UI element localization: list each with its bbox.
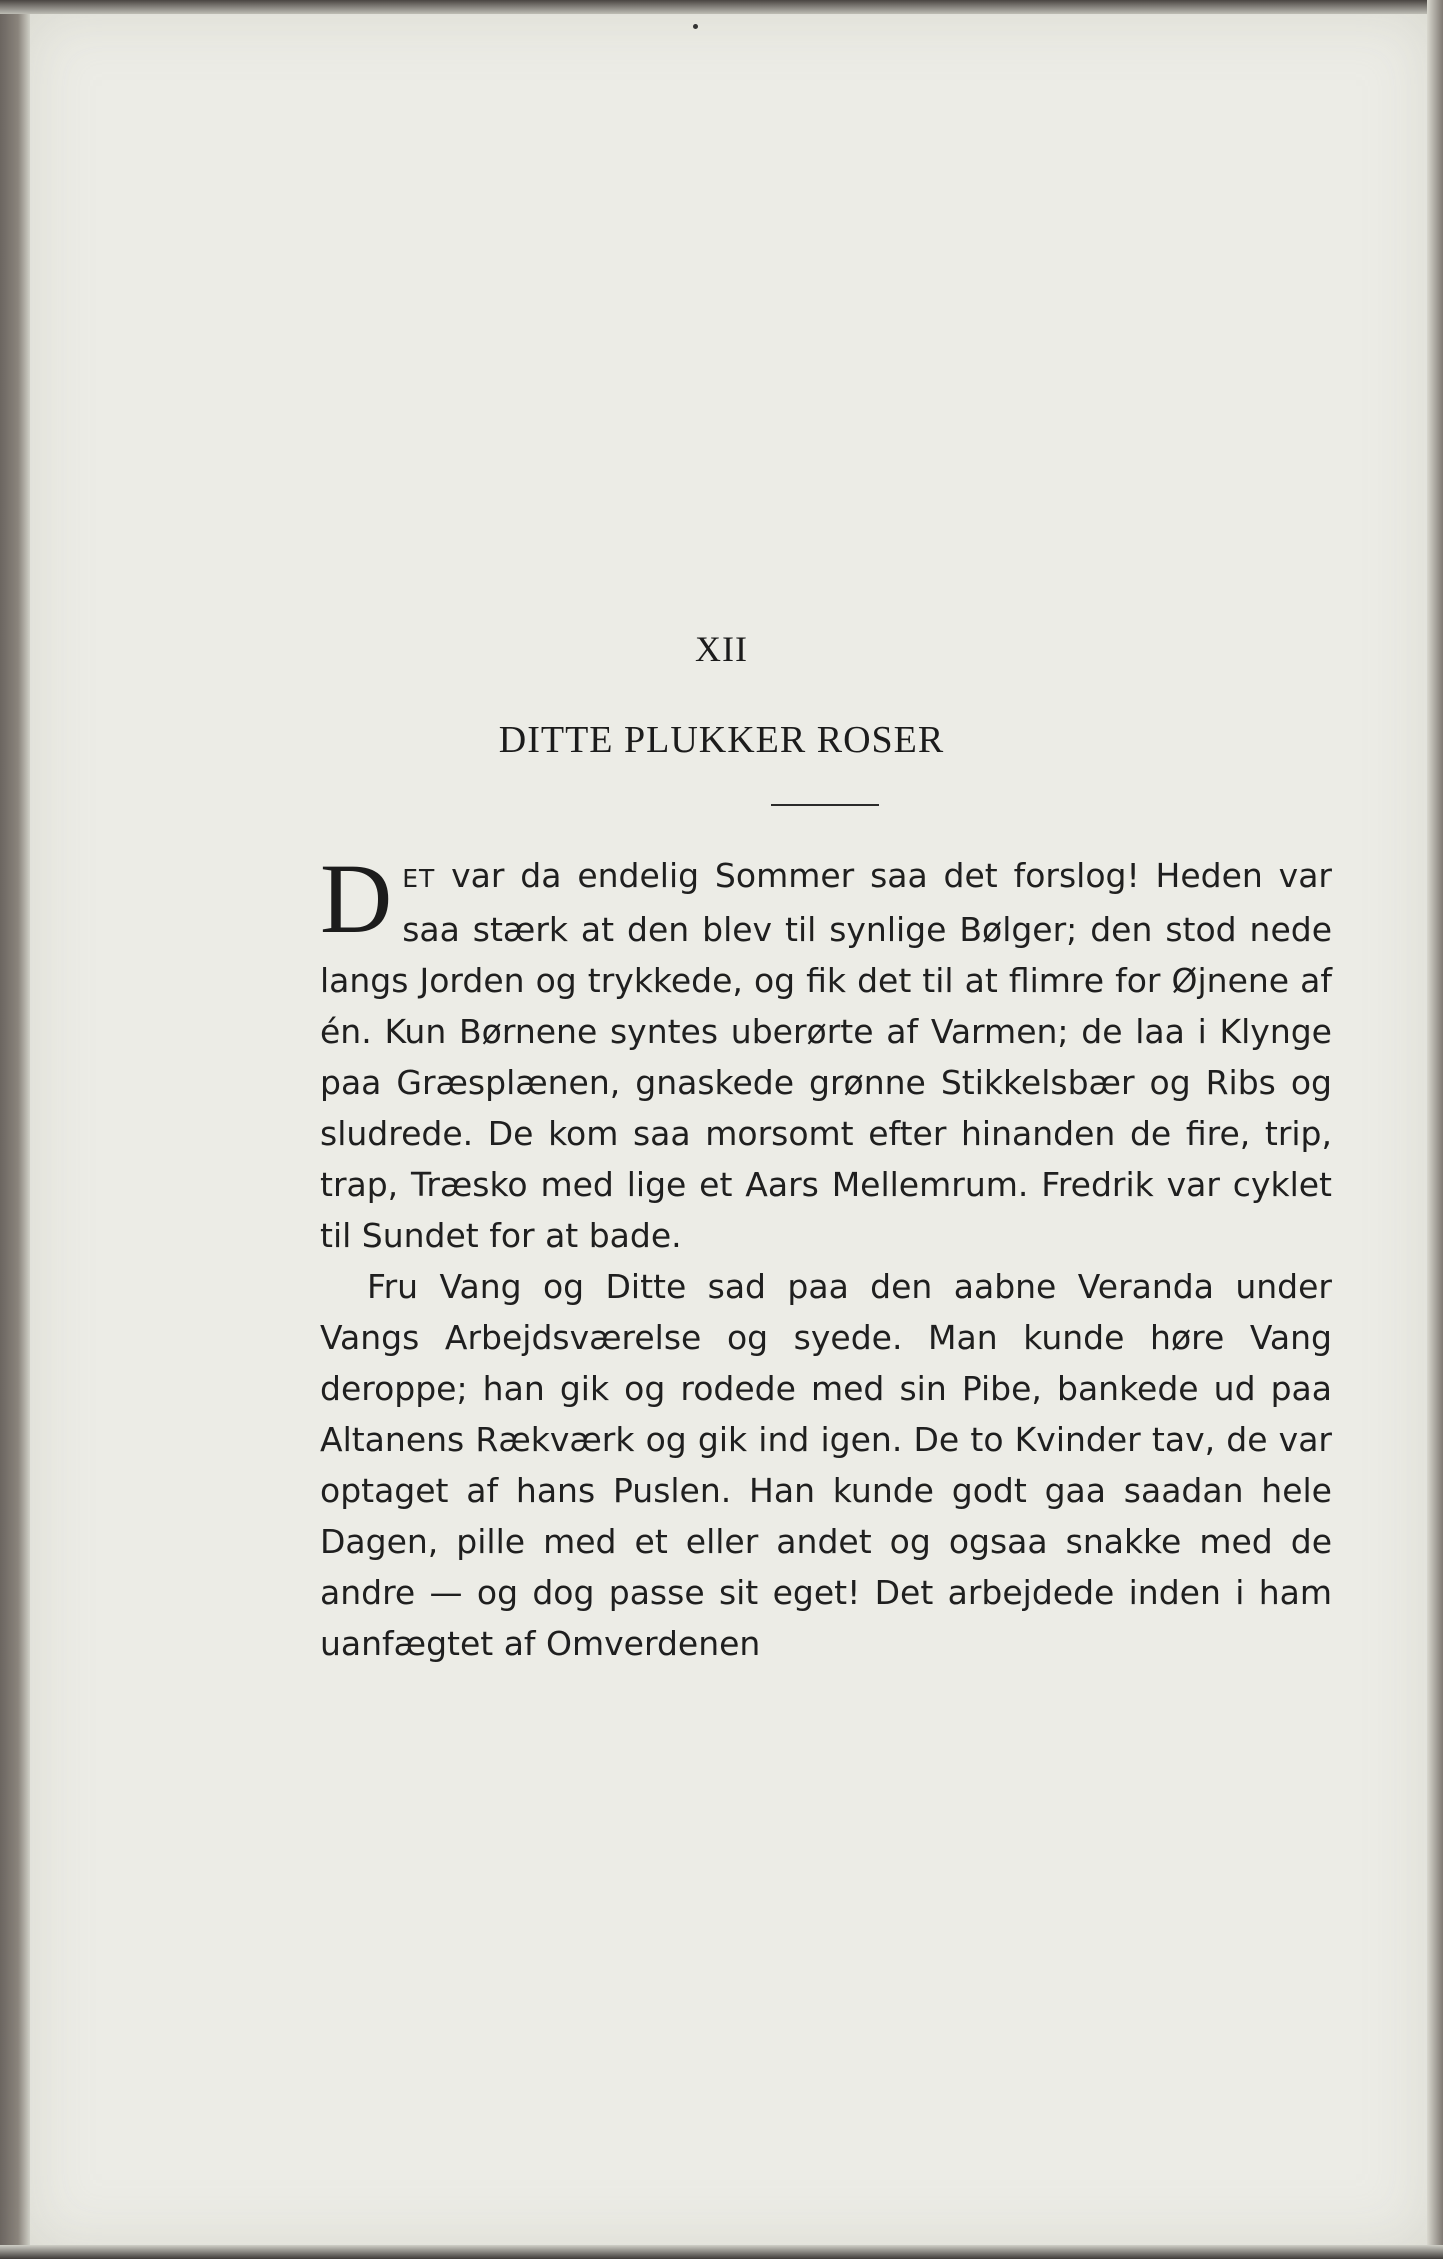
paragraph-2: Fru Vang og Ditte sad paa den aabne Veranda under Vangs Arbejdsværelse og syede. Man kunde høre Vang deroppe; han gik og rodede med sin Pibe, bankede ud paa Altanens Rækværk og gik ind igen. De to Kvinder tav, de var optaget af hans Puslen. Han kunde godt gaa saadan hele Dagen, pille med et eller andet og ogsaa snakke med de andre — og dog passe sit eget! Det arbejdede inden i ham uanfægtet af Omverdenen bbox=[320, 1267, 1332, 1663]
ink-speck bbox=[693, 24, 698, 29]
chapter-divider-rule bbox=[771, 804, 879, 806]
chapter-title: DITTE PLUKKER ROSER bbox=[498, 719, 945, 761]
chapter-number: XII bbox=[695, 629, 748, 669]
paragraph-1-text: var da endelig Sommer saa det forslog! Heden var saa stærk at den blev til synlige Bølger; den stod nede langs Jorden og trykkede, og fik det til at flimre for Øjnene af én. Kun Børnene syntes uberørte af Varmen; de laa i Klynge paa Græsplænen, gnaskede grønne Stikkelsbær og Ribs og sludrede. De kom saa morsomt efter hinanden de fire, trip, trap, Træsko med lige et Aars Mellemrum. Fredrik var cyklet til Sundet for at bade. bbox=[320, 856, 1332, 1255]
page-right-edge bbox=[1427, 0, 1443, 2259]
first-word-smallcaps: ET bbox=[402, 864, 436, 893]
paragraph-1 bbox=[320, 843, 1332, 1261]
page-top-edge bbox=[0, 0, 1443, 14]
body-text bbox=[320, 843, 1332, 1669]
drop-cap: D bbox=[320, 843, 393, 954]
page-bottom-edge bbox=[0, 2245, 1443, 2259]
